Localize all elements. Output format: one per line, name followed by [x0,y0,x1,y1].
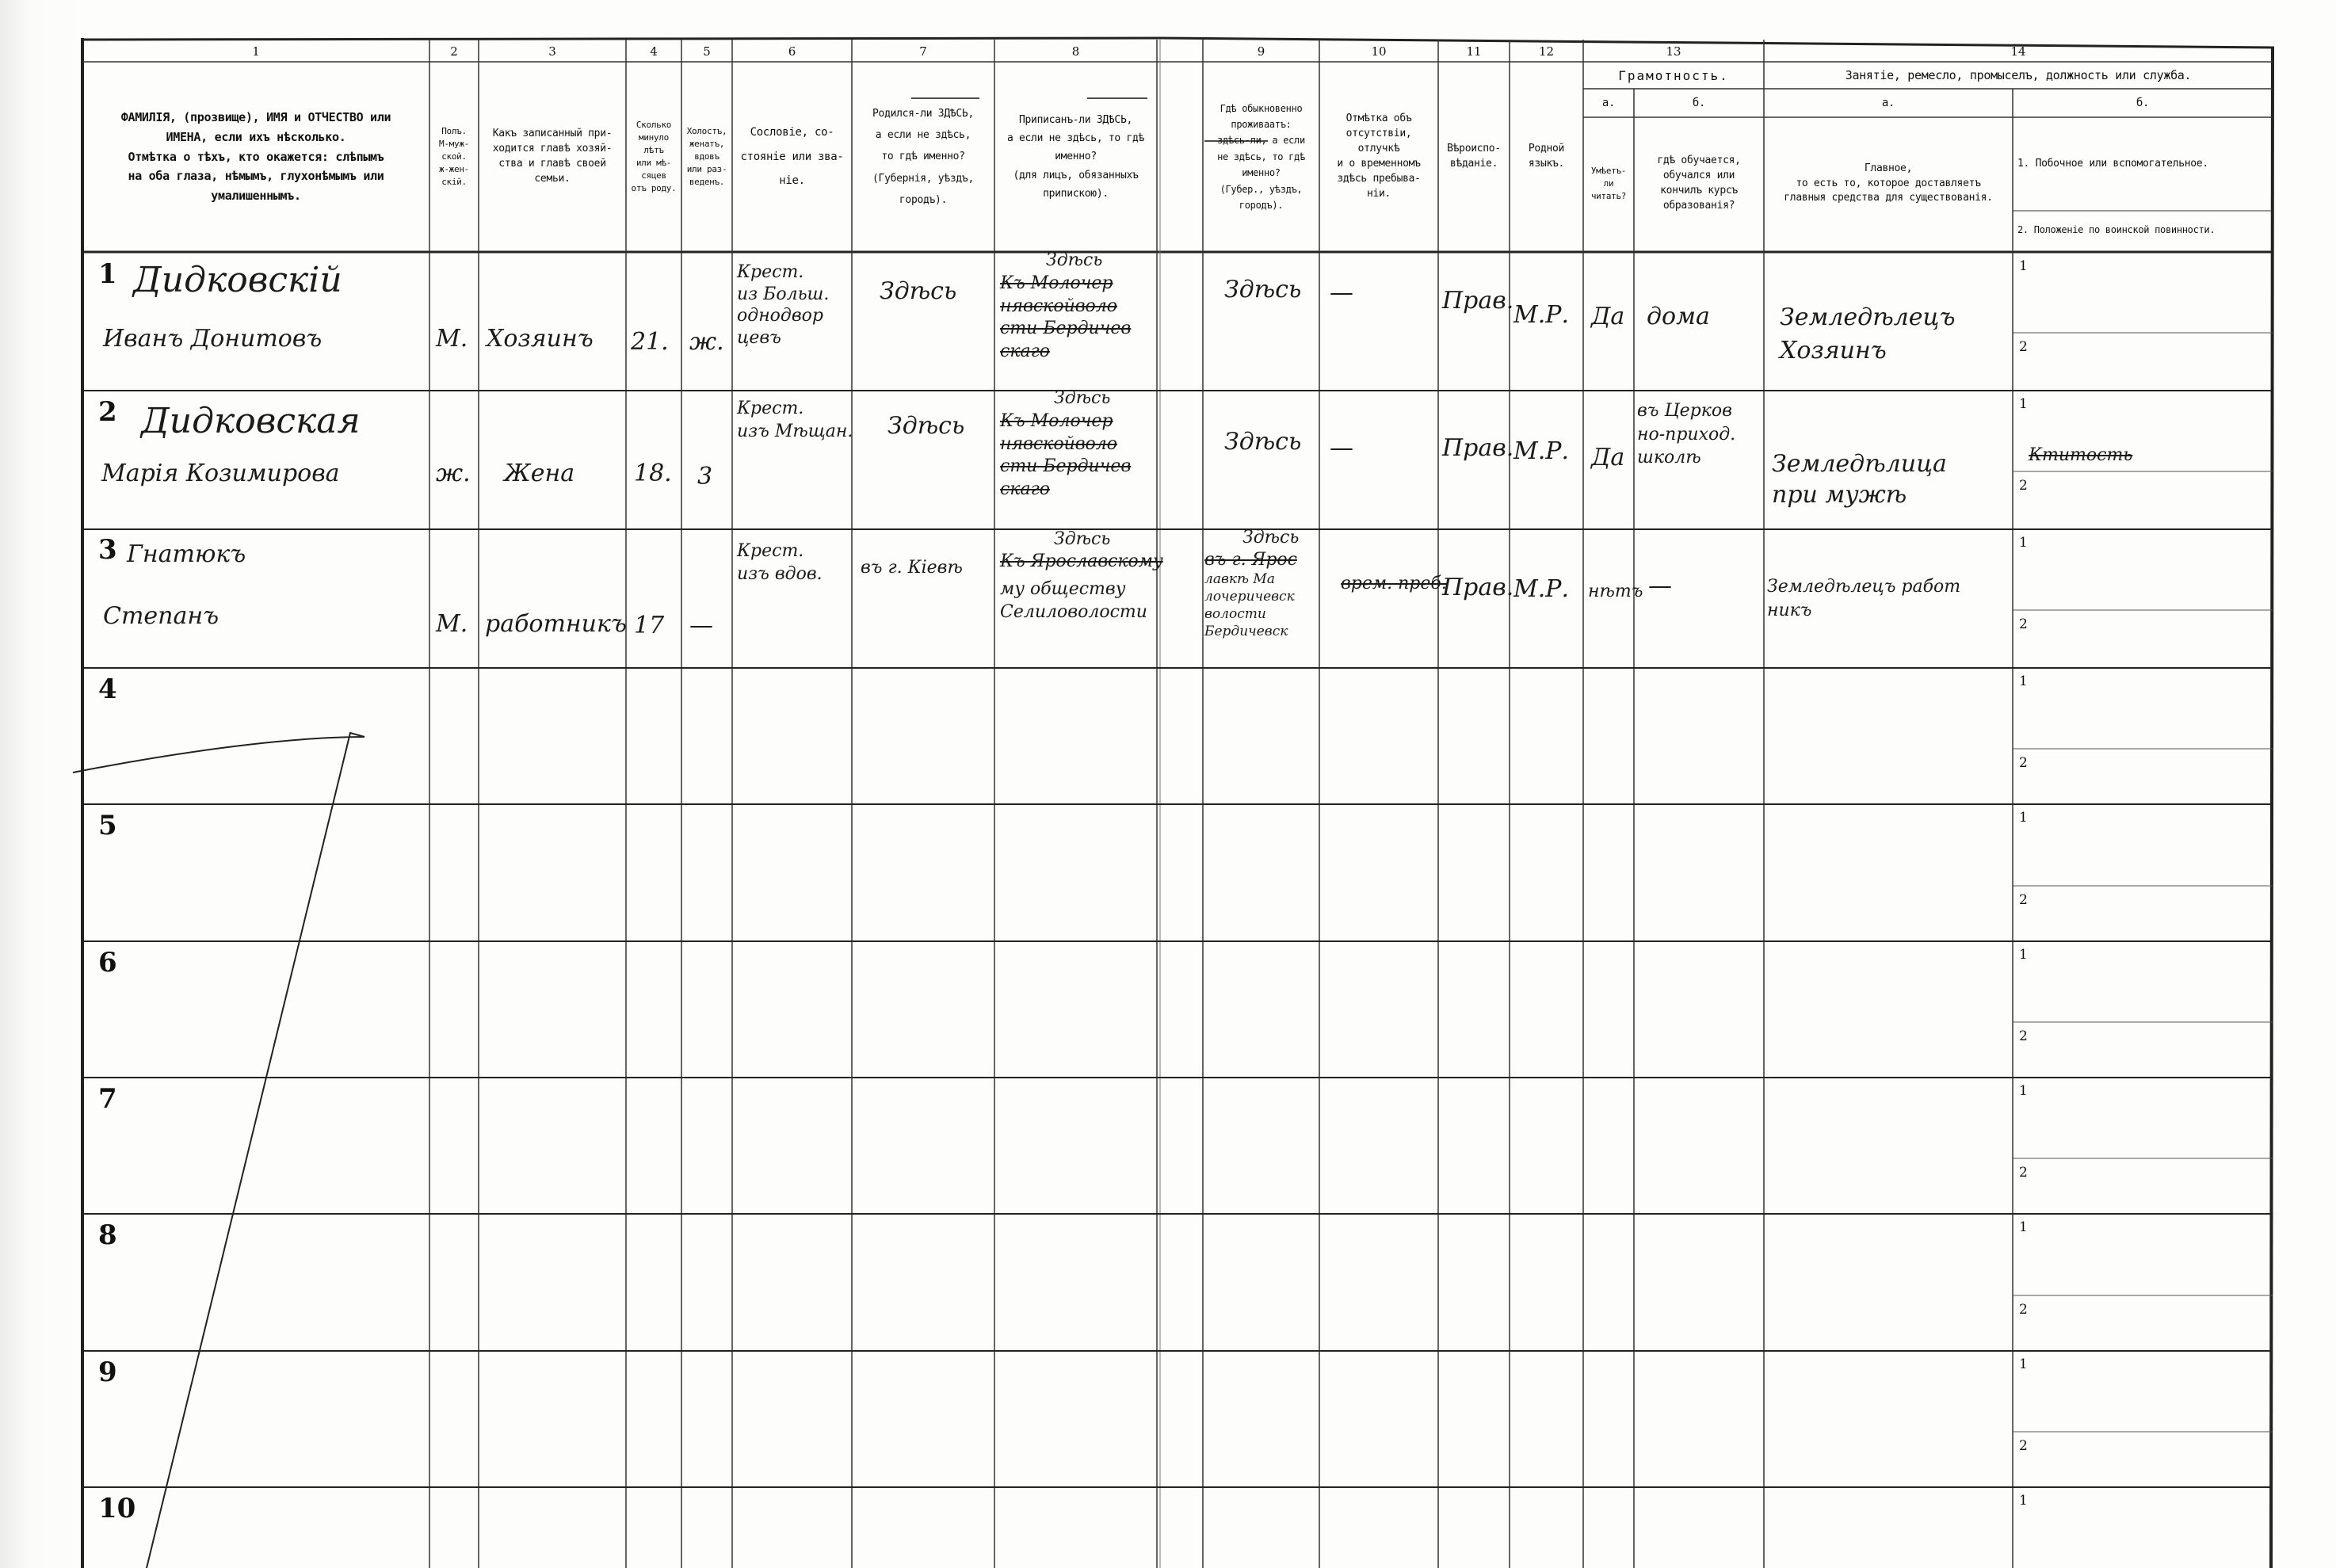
column-number-3: 3 [548,44,556,59]
entry-3-residence-correction: Здѣсь [1242,528,1300,547]
sub-number-r10-1: 1 [2019,1493,2028,1509]
top-border-left-page [82,38,1162,40]
sub-number-r8-2: 2 [2019,1302,2028,1318]
entry-3-given-names: Степанъ [103,602,219,630]
entry-3-born: въ г. Кіевѣ [861,558,963,578]
entry-1-marital: ж. [689,328,724,356]
entry-3-occupation-main: Земледѣлецъ работ никъ [1767,577,1961,620]
header-literacy-title: Грамотность. [1618,68,1729,84]
header-language: Родной языкъ. [1528,143,1565,170]
entry-1-language: М.Р. [1513,301,1569,329]
column-number-5: 5 [703,44,711,59]
entry-2-age: 18. [634,460,672,487]
header-sex: Полъ. М-муж- ской. ж-жен- скій. [439,126,469,187]
entry-2-education: въ Церков но-приход. школѣ [1637,401,1736,468]
header-name: ФАМИЛІЯ, (прозвище), ИМЯ и ОТЧЕСТВО или ИМЕНА, если ихъ нѣсколько. Отмѣтка о тѣхъ, кто окажется: слѣпымъ на оба глаза, нѣмымъ, глухонѣмымъ или умалишеннымъ. [120,110,391,204]
entry-3-religion: Прав. [1442,574,1514,601]
row-number-1: 1 [98,258,117,290]
header-religion: Вѣроиспо- вѣданіе. [1447,143,1501,170]
header-can-read: Умѣетъ- ли читать? [1590,166,1627,201]
column-number-4: 4 [650,44,658,59]
header-literacy-b-letter: б. [1692,96,1706,109]
column-number-14: 14 [2010,44,2026,59]
entry-1-literate: Да [1591,303,1625,330]
row-number-9: 9 [98,1356,117,1388]
row-number-8: 8 [98,1219,117,1251]
entry-2-marital: 3 [697,463,713,490]
entry-1-estate: Крест. из Больш. однодвор цевъ [737,262,830,348]
entry-2-relation: Жена [504,460,575,487]
entry-3-residence-struck: въ г. Ярос [1204,550,1297,570]
entry-2-occupation-side: Ктитость [2029,445,2133,465]
row-number-5: 5 [98,810,117,841]
sub-number-r6-1: 1 [2019,947,2028,963]
sub-number-r3-1: 1 [2019,535,2028,551]
entry-1-age: 21. [631,328,669,356]
column-number-7: 7 [919,44,927,59]
entry-2-born: Здѣсь [887,412,965,440]
header-occupation-main: Главное, то есть то, которое доставляетъ главныя средства для существованія. [1784,162,1993,204]
entry-3-surname: Гнатюкъ [127,540,246,568]
column-number-8: 8 [1071,44,1080,59]
row-number-7: 7 [98,1083,117,1115]
entry-2-absence: — [1330,434,1353,462]
entry-1-relation: Хозяинъ [487,325,594,353]
entry-1-sex: М. [436,325,468,353]
entry-1-born: Здѣсь [880,277,957,305]
entry-2-sex: ж. [436,460,471,487]
header-relation: Какъ записанный при- ходится главѣ хозяй- ства и главѣ своей семьи. [492,128,613,185]
row-number-2: 2 [98,396,117,428]
outer-right-border [2271,48,2273,1568]
entry-1-absence: — [1330,279,1353,307]
sub-number-r6-2: 2 [2019,1028,2028,1044]
sub-number-r4-1: 1 [2019,673,2028,689]
entry-1-given-names: Иванъ Донитовъ [103,325,323,353]
c14b-mid-lines [2013,333,2273,1432]
sub-number-r7-1: 1 [2019,1083,2028,1099]
entry-1-surname: Дидковскій [133,260,342,300]
column-number-9: 9 [1257,44,1265,59]
entry-3-age: 17 [634,612,665,639]
entry-1-religion: Прав. [1442,287,1514,315]
header-occupation-a-letter: а. [1881,96,1895,109]
header-born: Родился-ли ЗДѢСЬ, а если не здѣсь, то гдѣ именно? (Губернія, уѣздъ, городъ). [872,107,974,206]
entry-3-sex: М. [436,610,468,638]
entry-1-registered-struck: Къ Молочер нявскойволо сти Бердичев скаго [1000,273,1132,361]
row-number-6: 6 [98,947,117,979]
header-absence: Отмѣтка объ отсутствіи, отлучкѣ и о временномъ здѣсь пребыва- ніи. [1337,113,1421,200]
entry-3-literate: нѣтъ [1588,582,1643,601]
column-number-1: 1 [252,44,260,59]
sub-number-r2-1: 1 [2019,396,2028,412]
header-occupation-b-letter: б. [2136,96,2150,109]
header-occupation-title: Занятіе, ремесло, промыселъ, должность или служба. [1845,68,2192,83]
sub-number-r5-2: 2 [2019,892,2028,908]
sub-number-r8-1: 1 [2019,1219,2028,1235]
row-number-3: 3 [98,534,117,566]
entry-2-language: М.Р. [1513,437,1569,465]
entry-2-occupation-main: Земледѣлица при мужѣ [1772,450,1947,509]
column-number-12: 12 [1538,44,1555,59]
sub-number-r1-2: 2 [2019,339,2028,355]
entry-1-occupation-main: Земледѣлецъ Хозяинъ [1780,303,1956,364]
entry-2-registered-struck: Къ Молочер нявскойволо сти Бердичев скаго [1000,411,1132,499]
entry-2-given-names: Марія Козимирова [101,460,340,487]
sub-number-r9-1: 1 [2019,1356,2028,1372]
column-number-10: 10 [1371,44,1387,59]
entry-1-residence: Здѣсь [1224,276,1302,303]
entry-2-literate: Да [1591,444,1625,471]
column-number-13: 13 [1666,44,1681,59]
column-number-11: 11 [1466,44,1482,59]
header-registered: Приписанъ-ли ЗДѢСЬ, а если не здѣсь, то гдѣ именно? (для лицъ, обязанныхъ припискою). [1006,113,1145,200]
sub-number-r1-1: 1 [2019,258,2028,274]
entry-3-estate: Крест. изъ вдов. [737,541,823,584]
header-marital: Холостъ, женатъ, вдовъ или раз- веденъ. [686,126,727,187]
row-number-4: 4 [98,673,117,705]
entry-3-absence: врем. преб. [1341,574,1447,593]
entry-3-language: М.Р. [1513,575,1569,603]
entry-2-estate: Крест. изъ Мѣщан. [737,399,853,441]
entry-2-registered-correction: Здѣсь [1054,388,1111,408]
entry-3-relation: работникъ [485,610,627,638]
sub-number-r9-2: 2 [2019,1438,2028,1454]
entry-2-residence: Здѣсь [1224,428,1302,456]
entry-2-religion: Прав. [1442,434,1514,462]
sub-number-r4-2: 2 [2019,755,2028,771]
row-number-10: 10 [98,1493,136,1524]
cancellation-stroke [73,733,365,1568]
header-residence: Гдѣ обыкновенно проживаатъ: здѣсь-ли, а если не здѣсь, то гдѣ именно? (Губер., уѣздъ, городъ). [1217,102,1305,211]
column-number-6: 6 [788,44,796,59]
entry-1-education: дома [1647,303,1710,330]
sub-number-r2-2: 2 [2019,478,2028,494]
sub-number-r3-2: 2 [2019,616,2028,632]
header-literacy-a-letter: а. [1601,96,1616,109]
row-separators [82,391,2273,1487]
entry-3-registered-rest: му обществу Селиловолости [1000,579,1147,622]
entry-1-registered-correction: Здѣсь [1046,250,1103,270]
entry-2-surname: Дидковская [141,401,361,441]
sub-number-r7-2: 2 [2019,1165,2028,1181]
sub-number-r5-1: 1 [2019,810,2028,826]
header-estate: Сословіе, со- стояніе или зва- ніе. [740,125,844,188]
entry-3-residence-rest: лавкѣ Ма лочеричевск волости Бердичевск [1204,571,1295,640]
header-age: Сколько минуло лѣтъ или мѣ- сяцев отъ роду. [631,120,677,193]
column-number-2: 2 [450,44,458,59]
header-military-status: 2. Положеніе по воинской повинности. [2017,224,2216,236]
entry-3-registered-struck: Къ Ярославскому [1000,551,1163,571]
header-education: гдѣ обучается, обучался или кончилъ курсъ образованія? [1657,155,1741,212]
entry-3-education: — [1648,572,1672,600]
header-occupation-side: 1. Побочное или вспомогательное. [2017,157,2208,170]
entry-3-registered-correction: Здѣсь [1054,529,1111,549]
entry-3-marital: — [689,612,713,639]
